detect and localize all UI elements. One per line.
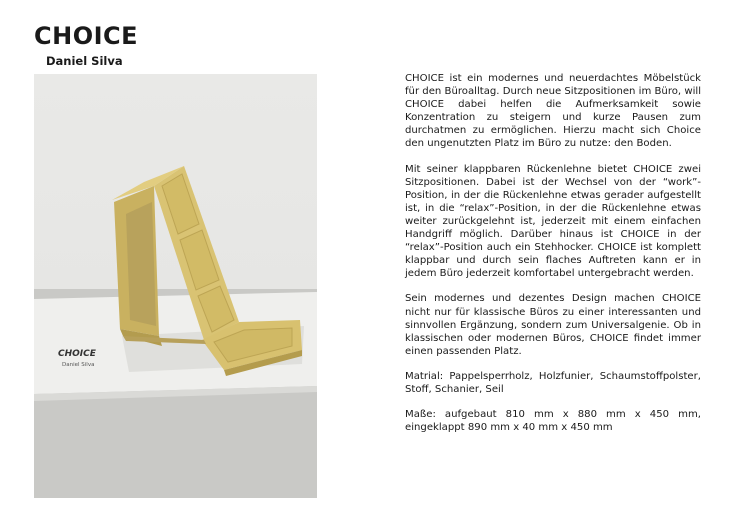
paragraph-design: Sein modernes und dezentes Design machen CHOICE nicht nur für klassische Büros zu einer interessanten und sinnvollen Ergänzung, sondern zum Universalgenie. Ob in klassischen oder modernen Büros, CHOICE findet immer einen passenden Platz. <box>405 293 701 357</box>
page-title: CHOICE <box>34 22 139 50</box>
author-name: Daniel Silva <box>46 54 123 68</box>
chair-inner-shadow <box>126 202 156 326</box>
paragraph-dimensions: Maße: aufgebaut 810 mm x 880 mm x 450 mm, eingeklappt 890 mm x 40 mm x 450 mm <box>405 409 701 434</box>
paragraph-intro: CHOICE ist ein modernes und neuerdachtes Möbelstück für den Büroalltag. Durch neue Sitzpositionen im Büro, will CHOICE dabei helfen die Aufmerksamkeit sowie Konzentration zu steigern und kurze Pausen zum durchatmen zu ermöglichen. Hierzu macht sich Choice den ungenutzten Platz im Büro zu nutze: den Boden. <box>405 73 702 150</box>
product-photo <box>34 74 317 498</box>
description-text <box>405 72 701 446</box>
paragraph-material: Matrial: Pappelsperrholz, Holzfunier, Schaumstoffpolster, Stoff, Schanier, Seil <box>405 370 701 395</box>
board-label-title: CHOICE <box>58 349 96 359</box>
chair-illustration <box>34 74 317 498</box>
board-label-author: Daniel Silva <box>62 362 95 368</box>
paragraph-positions: Mit seiner klappbaren Rückenlehne bietet CHOICE zwei Sitzpositionen. Dabei ist der Wechsel von der “work”-Position, in der die Rückenlehne etwas gerader aufgestellt ist, in die “relax”-Position, in der die Rückenlehne etwas weiter zurückgelehnt ist, jederzeit mit einem einfachen Handgriff möglich. Darüber hinaus ist CHOICE in der “relax”-Position auch ein Stehhocker. CHOICE ist komplett klappbar und durch sein flaches Auftreten kann er in jedem Büro jederzeit komfortabel untergebracht werden. <box>405 163 701 280</box>
